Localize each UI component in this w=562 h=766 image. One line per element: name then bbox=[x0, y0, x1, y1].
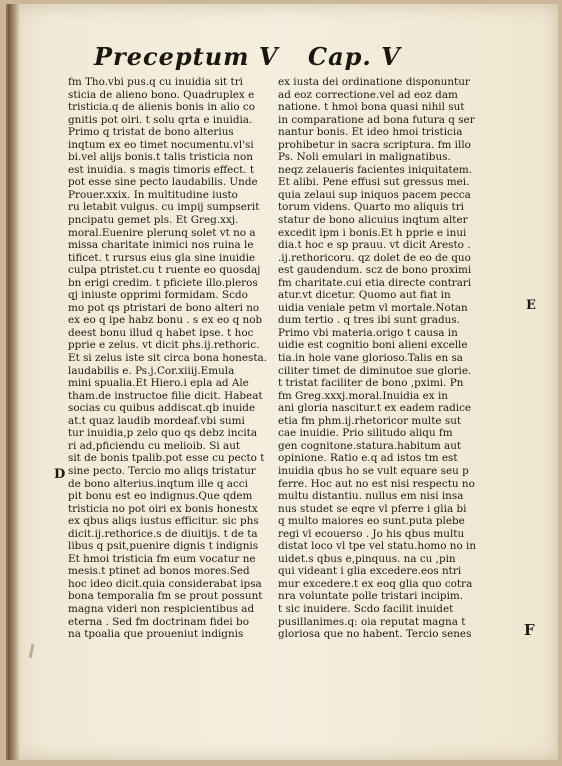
text-line: tristicia no pot oiri ex bonis honestx bbox=[68, 502, 258, 515]
text-line: opinione. Ratio e.q ad istos tm est bbox=[278, 452, 458, 465]
text-line: bn erigi credim. t pficiete illo.pleros bbox=[68, 276, 258, 289]
text-line: tristicia.q de alienis bonis in alio co bbox=[68, 101, 255, 114]
page-gutter bbox=[8, 4, 20, 760]
text-line: est inuidia. s magis timoris effect. t bbox=[68, 163, 255, 176]
text-line: pncipatu gemet pls. Et Greg.xxj. bbox=[68, 214, 239, 227]
text-line: Et alibi. Pene effusi sut gressus mei. bbox=[278, 176, 470, 189]
text-line: est gaudendum. scz de bono proximi bbox=[278, 264, 472, 277]
text-line: dia.t hoc e sp prauu. vt dicit Aresto . bbox=[278, 239, 471, 252]
text-line: fm Greg.xxxj.moral.Inuidia ex in bbox=[278, 389, 448, 402]
text-line: Ps. Noli emulari in malignatibus. bbox=[278, 151, 451, 164]
pencil-mark bbox=[29, 644, 35, 658]
text-line: moral.Euenire plerunq solet vt no a bbox=[68, 226, 256, 239]
text-line: excedit ipm i bonis.Et h pprie e inui bbox=[278, 226, 467, 239]
text-line: etia fm phm.ij.rhetoricor multe sut bbox=[278, 414, 462, 427]
text-line: tham.de instructoe filie dicit. Habeat bbox=[68, 389, 263, 402]
text-line: tificet. t rursus eius gla sine inuidie bbox=[68, 251, 256, 264]
text-line: tur inuidia,p zelo quo qs debz incita bbox=[68, 427, 258, 440]
text-line: magna videri non respicientibus ad bbox=[68, 602, 255, 615]
text-line: t sic inuidere. Scdo facilit inuidet bbox=[278, 602, 454, 615]
text-line: Et si zelus iste sit circa bona honesta. bbox=[68, 352, 268, 365]
text-line: mur excedere.t ex eoq glia quo cotra bbox=[278, 577, 473, 590]
text-line: ani gloria nascitur.t ex eadem radice bbox=[278, 402, 472, 415]
text-line: distat loco vl tpe vel statu.homo no in bbox=[278, 540, 477, 553]
text-line: ad eoz correctione.vel ad eoz dam bbox=[278, 88, 458, 101]
text-line: tia.in hoie vane glorioso.Talis en sa bbox=[278, 352, 464, 365]
text-line: gen cognitone.statura.habitum aut bbox=[278, 439, 462, 452]
text-line: statur de bono alicuius inqtum alter bbox=[278, 214, 468, 227]
text-line: q multo maiores eo sunt.puta plebe bbox=[278, 515, 465, 528]
text-line: mesis.t ptinet ad bonos mores.Sed bbox=[68, 565, 250, 578]
text-line: mini spualia.Et Hiero.i epla ad Ale bbox=[68, 377, 249, 390]
text-column-right bbox=[278, 76, 506, 641]
running-header-right: Cap. V bbox=[308, 42, 401, 71]
margin-note-left: D bbox=[54, 467, 66, 482]
text-line: ciliter timet de diminutoe sue glorie. bbox=[278, 364, 472, 377]
text-line: prohibetur in sacra scriptura. fm illo bbox=[278, 138, 471, 151]
text-line: deest bonu illud q habet ipse. t hoc bbox=[68, 326, 254, 339]
text-line: qui videant i glia excedere.eos ntri bbox=[278, 565, 462, 578]
text-line: fm charitate.cui etia directe contrari bbox=[278, 276, 472, 289]
text-line: bona temporalia fm se prout possunt bbox=[68, 590, 263, 603]
text-line: nantur bonis. Et ideo hmoi tristicia bbox=[278, 126, 463, 139]
text-line: neqz zelaueris facientes iniquitatem. bbox=[278, 163, 473, 176]
margin-note-right-top: E bbox=[526, 298, 536, 313]
text-line: inuidia qbus ho se vult equare seu p bbox=[278, 464, 469, 477]
text-line: ex iusta dei ordinatione disponuntur bbox=[278, 76, 470, 88]
text-line: na tpoalia que proueniut indignis bbox=[68, 628, 244, 641]
margin-note-right-bottom: F bbox=[524, 621, 535, 639]
text-line: regi vl ecouerso . Jo his qbus multu bbox=[278, 527, 465, 540]
text-line: uidia veniale petm vl mortale.Notan bbox=[278, 301, 468, 314]
text-line: sit de bonis tpalib.pot esse cu pecto t bbox=[68, 452, 265, 465]
text-line: eterna . Sed fm doctrinam fidei bo bbox=[68, 615, 249, 628]
text-line: culpa ptristet.cu t ruente eo quosdaj bbox=[68, 264, 261, 277]
text-line: uidet.s qbus e,pinquus. na cu ,pin bbox=[278, 552, 456, 565]
text-line: mo pot qs ptristari de bono alteri no bbox=[68, 301, 260, 314]
text-line: de bono alterius.inqtum ille q acci bbox=[68, 477, 248, 490]
text-line: Prouer.xxix. In multitudine iusto bbox=[68, 188, 238, 201]
text-line: missa charitate inimici nos ruina le bbox=[68, 239, 254, 252]
text-line: Et hmoi tristicia fm eum vocatur ne bbox=[68, 552, 256, 565]
text-line: pit bonu est eo indignus.Que qdem bbox=[68, 490, 253, 503]
text-line: .ij.rethoricoru. qz dolet de eo de quo bbox=[278, 251, 471, 264]
text-line: nus studet se eqre vl pferre i glia bi bbox=[278, 502, 467, 515]
text-line: ri ad,pficiendu cu melioib. Si aut bbox=[68, 439, 241, 452]
text-line: sticia de alieno bono. Quadruplex e bbox=[68, 88, 255, 101]
text-line: cae inuidie. Prio silitudo aliqu fm bbox=[278, 427, 453, 440]
text-line: pusillanimes.q: oia reputat magna t bbox=[278, 615, 466, 628]
text-line: laudabilis e. Ps.j.Cor.xiiij.Emula bbox=[68, 364, 235, 377]
text-line: atur.vt dicetur. Quomo aut fiat in bbox=[278, 289, 451, 302]
text-line: fm Tho.vbi pus.q cu inuidia sit tri bbox=[68, 76, 243, 88]
text-line: pprie e zelus. vt dicit phs.ij.rethoric. bbox=[68, 339, 260, 352]
text-line: multu distantiu. nullus em nisi insa bbox=[278, 490, 464, 503]
text-line: ex qbus aliqs iustus efficitur. sic phs bbox=[68, 515, 259, 528]
text-line: socias cu quibus addiscat.qb inuide bbox=[68, 402, 256, 415]
text-line: dicit.ij.rethorice.s de diuitijs. t de ta bbox=[68, 527, 258, 540]
text-line: hoc ideo dicit.quia considerabat ipsa bbox=[68, 577, 262, 590]
text-line: pot esse sine pecto laudabilis. Unde bbox=[68, 176, 258, 189]
text-line: sine pecto. Tercio mo aliqs tristatur bbox=[68, 464, 256, 477]
text-column-left bbox=[68, 76, 296, 641]
text-line: ferre. Hoc aut no est nisi respectu no bbox=[278, 477, 475, 490]
running-header-left: Preceptum V bbox=[94, 42, 279, 71]
text-line: inqtum ex eo timet nocumentu.vl'si bbox=[68, 138, 254, 151]
text-line: at.t quaz laudib mordeaf.vbi sumi bbox=[68, 414, 245, 427]
text-line: dum tertio . q tres ibi sunt gradus. bbox=[278, 314, 460, 327]
text-line: t tristat faciliter de bono ,pximi. Pn bbox=[278, 377, 464, 390]
text-line: torum videns. Quarto mo aliquis tri bbox=[278, 201, 464, 214]
text-line: ex eo q ipe habz bonu . s ex eo q nob bbox=[68, 314, 263, 327]
text-line: natione. t hmoi bona quasi nihil sut bbox=[278, 101, 465, 114]
text-line: Primo q tristat de bono alterius bbox=[68, 126, 234, 139]
text-line: ru letabit vulgus. cu impij sumpserit bbox=[68, 201, 260, 214]
text-line: nra voluntate polle tristari incipim. bbox=[278, 590, 464, 603]
text-line: libus q psit,puenire dignis t indignis bbox=[68, 540, 259, 553]
text-line: uidie est cognitio boni alieni excelle bbox=[278, 339, 468, 352]
text-line: gnitis pot oiri. t solu qrta e inuidia. bbox=[68, 113, 253, 126]
text-line: quia zelaui sup iniquos pacem pecca bbox=[278, 188, 471, 201]
text-line: gloriosa que no habent. Tercio senes bbox=[278, 628, 472, 641]
text-line: bi.vel alijs bonis.t talis tristicia non bbox=[68, 151, 253, 164]
text-line: qj iniuste opprimi formidam. Scdo bbox=[68, 289, 248, 302]
text-line: in comparatione ad bona futura q ser bbox=[278, 113, 475, 126]
book-page bbox=[6, 4, 558, 760]
text-line: Primo vbi materia.origo t causa in bbox=[278, 326, 458, 339]
